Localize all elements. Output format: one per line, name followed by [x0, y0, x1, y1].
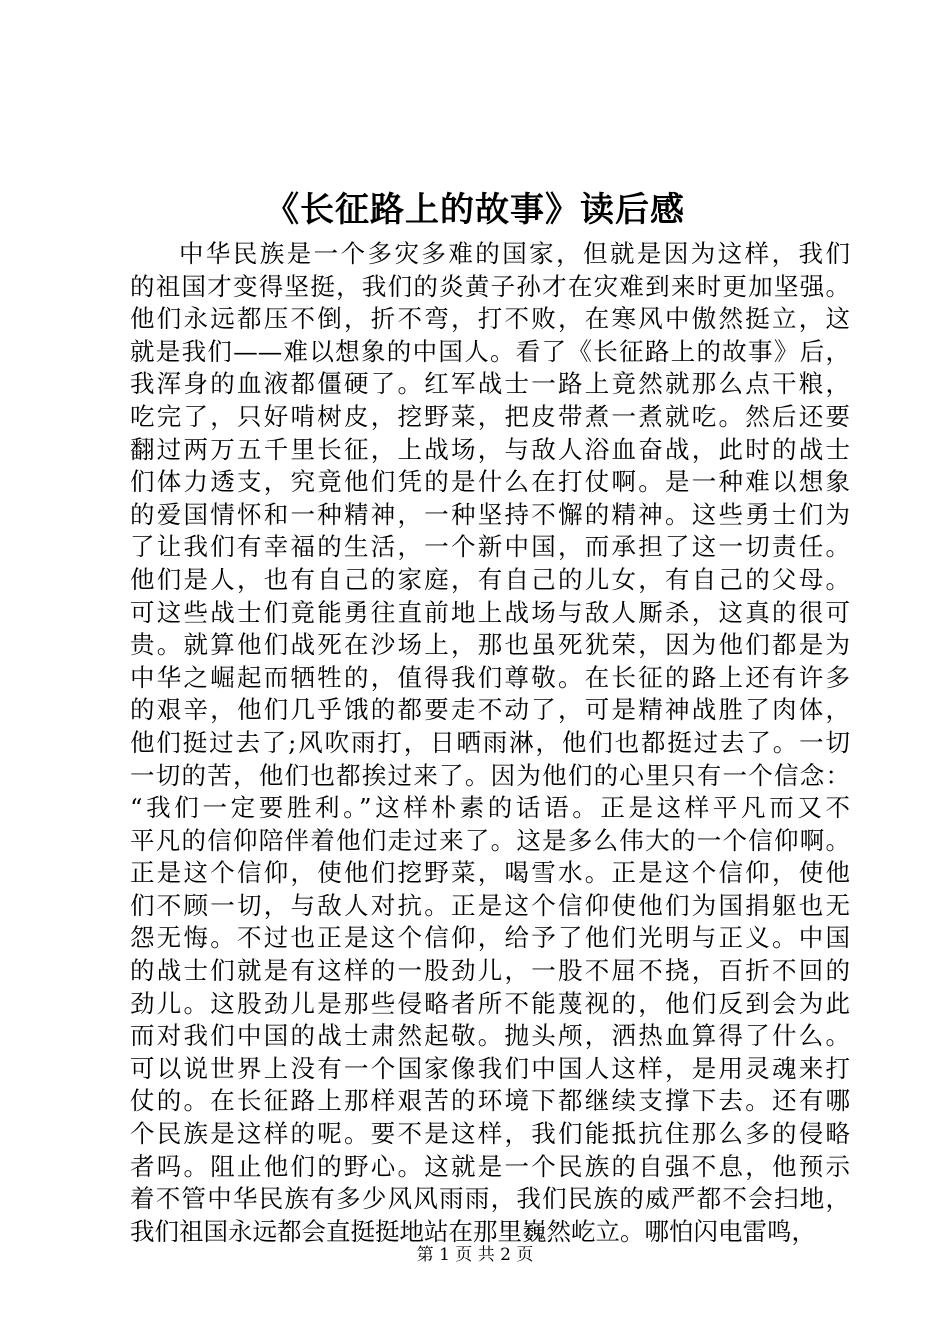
- paragraph-line: 就是我们——难以想象的中国人。看了《长征路上的故事》后，: [130, 336, 850, 366]
- paragraph-line: 正是这个信仰，使他们挖野菜，喝雪水。正是这个信仰，使他: [130, 858, 850, 888]
- paragraph-line: 的祖国才变得坚挺，我们的炎黄子孙才在灾难到来时更加坚强。: [130, 271, 850, 301]
- paragraph-line: 可以说世界上没有一个国家像我们中国人这样，是用灵魂来打: [130, 1053, 850, 1083]
- paragraph-line: 平凡的信仰陪伴着他们走过来了。这是多么伟大的一个信仰啊。: [130, 825, 850, 855]
- paragraph-line: 而对我们中国的战士肃然起敬。抛头颅，洒热血算得了什么。: [130, 1021, 850, 1051]
- paragraph-line: 的爱国情怀和一种精神，一种坚持不懈的精神。这些勇士们为: [130, 499, 850, 529]
- paragraph-line: 仗的。在长征路上那样艰苦的环境下都继续支撑下去。还有哪: [130, 1086, 850, 1116]
- paragraph-line: 了让我们有幸福的生活，一个新中国，而承担了这一切责任。: [130, 532, 850, 562]
- paragraph-line: 一切的苦，他们也都挨过来了。因为他们的心里只有一个信念：: [130, 760, 850, 790]
- essay-body: [130, 238, 850, 1248]
- paragraph-line: 中华之崛起而牺牲的，值得我们尊敬。在长征的路上还有许多: [130, 662, 850, 692]
- paragraph-line: 贵。就算他们战死在沙场上，那也虽死犹荣，因为他们都是为: [130, 630, 850, 660]
- paragraph-line: 劲儿。这股劲儿是那些侵略者所不能蔑视的，他们反到会为此: [130, 988, 850, 1018]
- paragraph-line: 中华民族是一个多灾多难的国家，但就是因为这样，我们: [179, 239, 850, 268]
- paragraph-line: 他们永远都压不倒，折不弯，打不败，在寒风中傲然挺立，这: [130, 304, 850, 334]
- paragraph-line: 的战士们就是有这样的一股劲儿，一股不屈不挠，百折不回的: [130, 956, 850, 986]
- paragraph-line: 着不管中华民族有多少风风雨雨，我们民族的威严都不会扫地，: [130, 1184, 850, 1214]
- paragraph-line: 我浑身的血液都僵硬了。红军战士一路上竟然就那么点干粮，: [130, 369, 850, 399]
- paragraph-line: 可这些战士们竟能勇往直前地上战场与敌人厮杀，这真的很可: [130, 597, 850, 627]
- paragraph-line: 他们挺过去了;风吹雨打，日晒雨淋，他们也都挺过去了。一切: [130, 727, 850, 757]
- paragraph-line: 他们是人，也有自己的家庭，有自己的儿女，有自己的父母。: [130, 564, 850, 594]
- paragraph-line: 者吗。阻止他们的野心。这就是一个民族的自强不息，他预示: [130, 1151, 850, 1181]
- paragraph-line: “我们一定要胜利。”这样朴素的话语。正是这样平凡而又不: [130, 793, 850, 823]
- paragraph-line: 个民族是这样的呢。要不是这样，我们能抵抗住那么多的侵略: [130, 1119, 850, 1149]
- paragraph-line: 我们祖国永远都会直挺挺地站在那里巍然屹立。哪怕闪电雷鸣，: [130, 1216, 816, 1246]
- paragraph-line: 们不顾一切，与敌人对抗。正是这个信仰使他们为国捐躯也无: [130, 890, 850, 920]
- paragraph-line: 们体力透支，究竟他们凭的是什么在打仗啊。是一种难以想象: [130, 467, 850, 497]
- paragraph-line: 怨无悔。不过也正是这个信仰，给予了他们光明与正义。中国: [130, 923, 850, 953]
- page-footer: 第 1 页 共 2 页: [416, 1245, 534, 1265]
- paragraph-line: 的艰辛，他们几乎饿的都要走不动了，可是精神战胜了肉体，: [130, 695, 850, 725]
- document-title: 《长征路上的故事》读后感: [265, 190, 685, 230]
- paragraph-line: 翻过两万五千里长征，上战场，与敌人浴血奋战，此时的战士: [130, 434, 850, 464]
- paragraph-line: 吃完了，只好啃树皮，挖野菜，把皮带煮一煮就吃。然后还要: [130, 401, 850, 431]
